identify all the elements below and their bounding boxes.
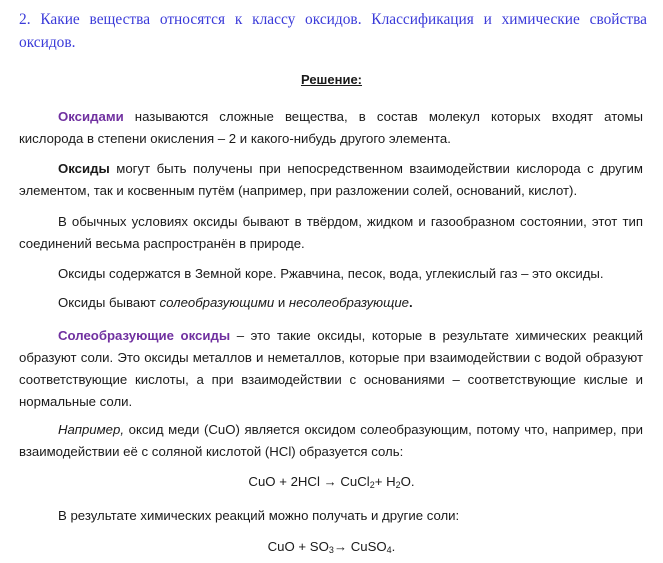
term-salt-forming-oxides: Солеобразующие оксиды [58,328,231,343]
question-title: 2. Какие вещества относятся к классу оксидов. Классификация и химические свойства оксидов. [19,11,647,51]
paragraph-period: . [408,295,413,310]
equation-cuo-so3: CuO + $SO_3\to$ CuSO$_4$. [267,539,396,555]
paragraph-text: и [274,295,289,310]
paragraph-salt-forming-oxides [19,325,643,413]
paragraph-text: называются сложные вещества, в состав молекул которых входят атомы кислорода в степени окисления – 2 и какого-нибудь другого элемента. [19,109,643,146]
equation-cuo-hcl: CuO + 2HCl → CuCl$_2$+ $H_2O$. [248,474,415,490]
paragraph-oxides-states: В обычных условиях оксиды бывают в твёрдом, жидком и газообразном состоянии, этот тип соединений весьма распространён в природе. [19,214,643,251]
paragraph-oxides-production [19,158,643,202]
paragraph-text: могут быть получены при непосредственном взаимодействии кислорода с другим элементом, так и косвенным путём (например, при разложении солей, оснований, кислот). [19,161,643,198]
solution-heading: Решение: [300,72,363,87]
paragraph-text: оксид меди (CuO) является оксидом солеобразующим, потому что, например, при взаимодействии её с соляной кислотой (HCl) образуется соль: [19,422,643,459]
paragraph-example [19,419,643,463]
example-lead: Например, [58,422,125,437]
paragraph-text: – это такие оксиды, которые в результате химических реакций образуют соли. Это оксиды металлов и неметаллов, которые при взаимодействии с водой образуют соответствующие кислоты, а при взаимодействии с основаниями – соответствующие кислые и нормальные соли. [19,328,643,409]
term-salt-forming: солеобразующими [159,295,275,310]
paragraph-oxides-earth: Оксиды содержатся в Земной коре. Ржавчина, песок, вода, углекислый газ – это оксиды. [58,266,604,281]
term-non-salt-forming: несолеобразующие [288,295,409,310]
term-oxides-bold: Оксиды [58,161,110,176]
term-oxides: Оксидами [58,109,124,124]
paragraph-oxides-types [19,292,643,314]
paragraph-text: Оксиды бывают [58,295,160,310]
paragraph-oxides-definition [19,106,643,150]
paragraph-other-salts: В результате химических реакций можно получать и другие соли: [58,508,460,523]
